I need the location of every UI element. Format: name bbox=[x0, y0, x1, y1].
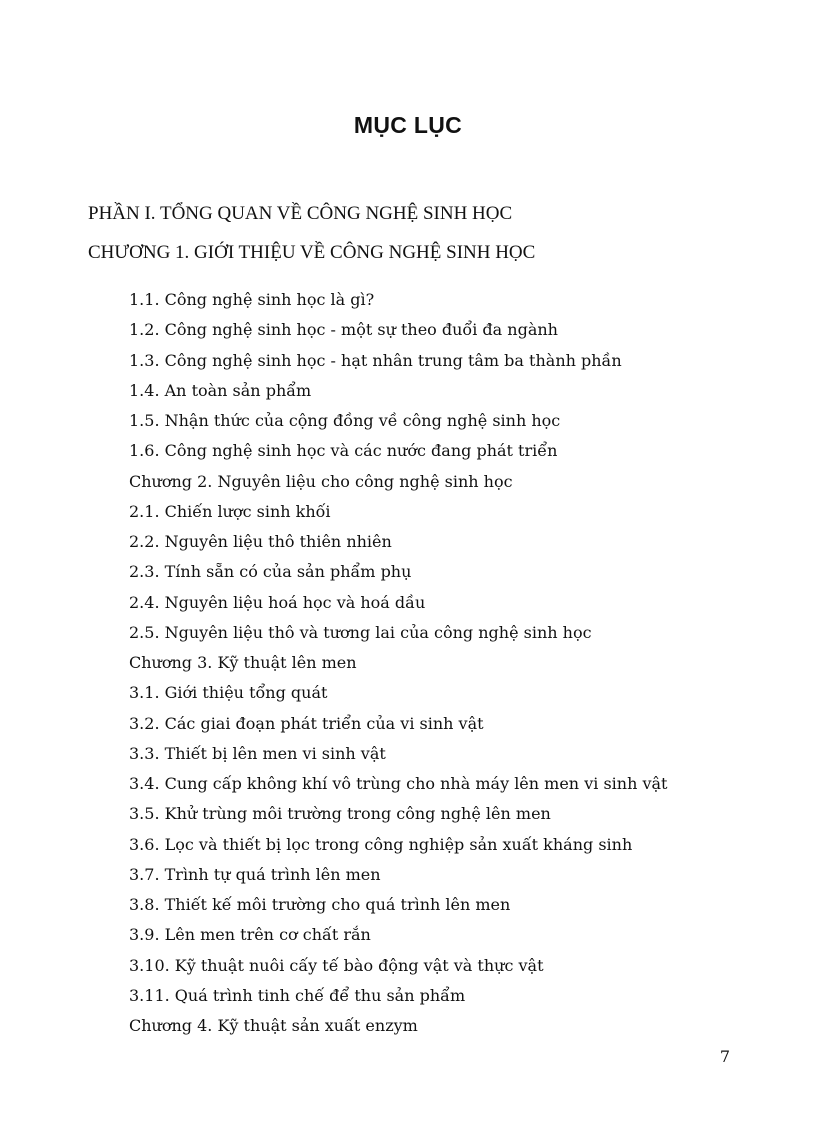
toc-entry: 3.4. Cung cấp không khí vô trùng cho nhà máy lên men vi sinh vật bbox=[129, 774, 668, 793]
toc-entry: 3.8. Thiết kế môi trường cho quá trình lên men bbox=[129, 895, 511, 914]
toc-entry: 3.6. Lọc và thiết bị lọc trong công nghiệp sản xuất kháng sinh bbox=[129, 834, 633, 854]
toc-entry: 1.5. Nhận thức của cộng đồng về công nghệ sinh học bbox=[129, 411, 561, 430]
toc-entry: 3.2. Các giai đoạn phát triển của vi sinh vật bbox=[129, 713, 484, 733]
toc-entry: 1.4. An toàn sản phẩm bbox=[129, 380, 312, 400]
toc-chapter-entry: Chương 2. Nguyên liệu cho công nghệ sinh học bbox=[129, 471, 513, 491]
page-title: MỤC LỤC bbox=[353, 112, 463, 138]
toc-entry: 2.3. Tính sẵn có của sản phẩm phụ bbox=[129, 562, 412, 582]
toc-list bbox=[129, 285, 667, 1041]
toc-entry: 2.4. Nguyên liệu hoá học và hoá dầu bbox=[129, 592, 426, 612]
toc-entry: 2.5. Nguyên liệu thô và tương lai của công nghệ sinh học bbox=[129, 622, 592, 642]
toc-entry: 1.3. Công nghệ sinh học - hạt nhân trung tâm ba thành phần bbox=[129, 350, 622, 370]
toc-entry: 2.1. Chiến lược sinh khối bbox=[129, 501, 331, 521]
toc-chapter-entry: Chương 3. Kỹ thuật lên men bbox=[129, 653, 357, 672]
toc-entry: 1.2. Công nghệ sinh học - một sự theo đuổi đa ngành bbox=[129, 320, 558, 340]
toc-entry: 3.5. Khử trùng môi trường trong công nghệ lên men bbox=[129, 804, 551, 824]
page-number: 7 bbox=[719, 1047, 730, 1066]
chapter-heading: CHƯƠNG 1. GIỚI THIỆU VỀ CÔNG NGHỆ SINH HỌC bbox=[88, 242, 536, 263]
toc-entry: 1.1. Công nghệ sinh học là gì? bbox=[129, 290, 375, 309]
toc-entry: 3.11. Quá trình tinh chế để thu sản phẩm bbox=[129, 985, 466, 1005]
part-heading: PHẦN I. TỔNG QUAN VỀ CÔNG NGHỆ SINH HỌC bbox=[88, 203, 513, 224]
toc-entry: 2.2. Nguyên liệu thô thiên nhiên bbox=[129, 532, 392, 551]
toc-chapter-entry: Chương 4. Kỹ thuật sản xuất enzym bbox=[129, 1016, 418, 1035]
toc-entry: 3.10. Kỹ thuật nuôi cấy tế bào động vật và thực vật bbox=[129, 955, 544, 975]
toc-entry: 3.1. Giới thiệu tổng quát bbox=[129, 683, 328, 703]
toc-entry: 3.3. Thiết bị lên men vi sinh vật bbox=[129, 743, 386, 763]
toc-entry: 3.9. Lên men trên cơ chất rắn bbox=[129, 925, 371, 945]
toc-entry: 3.7. Trình tự quá trình lên men bbox=[129, 864, 381, 884]
toc-entry: 1.6. Công nghệ sinh học và các nước đang phát triển bbox=[129, 441, 558, 461]
